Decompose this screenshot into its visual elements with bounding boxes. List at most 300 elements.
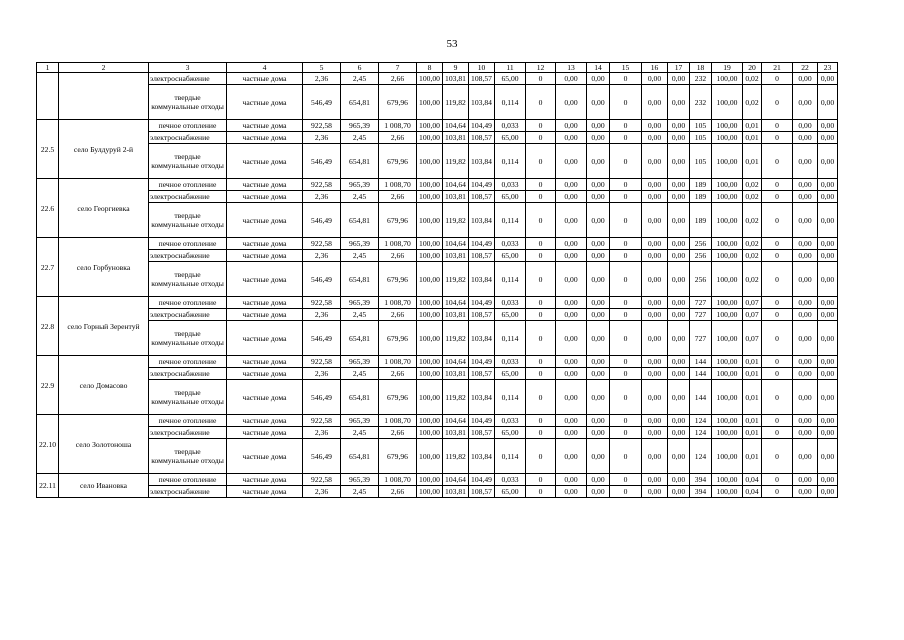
value-cell: 0,00 — [793, 427, 818, 439]
settlement-number: 22.10 — [37, 415, 59, 474]
value-cell: 654,81 — [341, 262, 379, 297]
value-cell: 0,00 — [587, 356, 610, 368]
value-cell: 654,81 — [341, 439, 379, 474]
value-cell: 100,00 — [417, 486, 443, 498]
consumer-category: частные дома — [227, 132, 303, 144]
value-cell: 100,00 — [712, 73, 743, 85]
value-cell: 965,39 — [341, 120, 379, 132]
value-cell: 0,00 — [642, 179, 668, 191]
value-cell: 0,00 — [793, 191, 818, 203]
value-cell: 100,00 — [417, 309, 443, 321]
table-row — [37, 297, 838, 309]
value-cell: 0,00 — [556, 380, 587, 415]
value-cell: 546,49 — [303, 203, 341, 238]
value-cell: 0,00 — [668, 439, 690, 474]
value-cell: 0 — [526, 427, 556, 439]
value-cell: 104,49 — [469, 120, 495, 132]
value-cell: 0,07 — [743, 321, 762, 356]
column-number: 19 — [712, 63, 743, 73]
value-cell: 100,00 — [417, 179, 443, 191]
value-cell: 0 — [526, 85, 556, 120]
value-cell: 0,00 — [642, 486, 668, 498]
value-cell: 0,033 — [495, 474, 526, 486]
value-cell: 0,00 — [668, 132, 690, 144]
value-cell: 108,57 — [469, 309, 495, 321]
value-cell: 100,00 — [417, 415, 443, 427]
service-type: печное отопление — [149, 356, 227, 368]
value-cell: 0,00 — [668, 238, 690, 250]
value-cell: 0 — [526, 368, 556, 380]
value-cell: 0,033 — [495, 297, 526, 309]
service-type: твердые коммунальные отходы — [149, 85, 227, 120]
value-cell: 0 — [762, 321, 793, 356]
value-cell: 1 008,70 — [379, 415, 417, 427]
value-cell: 2,36 — [303, 132, 341, 144]
column-number: 14 — [587, 63, 610, 73]
value-cell: 108,57 — [469, 368, 495, 380]
value-cell: 0,00 — [587, 321, 610, 356]
value-cell: 0,02 — [743, 85, 762, 120]
value-cell: 0,07 — [743, 309, 762, 321]
value-cell: 654,81 — [341, 203, 379, 238]
consumer-category: частные дома — [227, 262, 303, 297]
value-cell: 0 — [610, 238, 642, 250]
table-row — [37, 368, 838, 380]
value-cell: 0,033 — [495, 120, 526, 132]
value-cell: 0,00 — [818, 203, 838, 238]
value-cell: 727 — [690, 297, 712, 309]
value-cell: 0,01 — [743, 427, 762, 439]
value-cell: 0 — [526, 415, 556, 427]
value-cell: 100,00 — [712, 486, 743, 498]
consumer-category: частные дома — [227, 120, 303, 132]
value-cell: 0,00 — [818, 85, 838, 120]
settlement-name: село Булдуруй 2-й — [59, 120, 149, 179]
table-row — [37, 309, 838, 321]
value-cell: 0,00 — [668, 191, 690, 203]
value-cell: 100,00 — [417, 191, 443, 203]
value-cell: 0,00 — [793, 297, 818, 309]
value-cell: 0 — [526, 250, 556, 262]
service-type: печное отопление — [149, 238, 227, 250]
table-row — [37, 380, 838, 415]
value-cell: 103,84 — [469, 85, 495, 120]
value-cell: 0,01 — [743, 132, 762, 144]
column-number: 5 — [303, 63, 341, 73]
value-cell: 100,00 — [417, 474, 443, 486]
table-row — [37, 132, 838, 144]
value-cell: 922,58 — [303, 415, 341, 427]
table-row — [37, 120, 838, 132]
value-cell: 0,00 — [818, 321, 838, 356]
value-cell: 0,00 — [642, 309, 668, 321]
value-cell: 0,00 — [642, 73, 668, 85]
value-cell: 0,00 — [668, 427, 690, 439]
value-cell: 100,00 — [712, 203, 743, 238]
value-cell: 0,00 — [818, 132, 838, 144]
column-number: 6 — [341, 63, 379, 73]
consumer-category: частные дома — [227, 179, 303, 191]
value-cell: 100,00 — [712, 85, 743, 120]
value-cell: 0 — [610, 427, 642, 439]
value-cell: 103,81 — [443, 486, 469, 498]
consumer-category: частные дома — [227, 427, 303, 439]
column-number: 21 — [762, 63, 793, 73]
value-cell: 0 — [526, 132, 556, 144]
value-cell: 65,00 — [495, 73, 526, 85]
consumer-category: частные дома — [227, 309, 303, 321]
value-cell: 0,00 — [587, 85, 610, 120]
value-cell: 0,00 — [818, 238, 838, 250]
value-cell: 0,00 — [587, 262, 610, 297]
value-cell: 103,81 — [443, 427, 469, 439]
consumer-category: частные дома — [227, 191, 303, 203]
value-cell: 100,00 — [712, 132, 743, 144]
value-cell: 0,00 — [668, 368, 690, 380]
value-cell: 0,00 — [818, 356, 838, 368]
value-cell: 100,00 — [712, 179, 743, 191]
consumer-category: частные дома — [227, 250, 303, 262]
value-cell: 0 — [610, 132, 642, 144]
value-cell: 679,96 — [379, 439, 417, 474]
column-number-row — [37, 63, 838, 73]
value-cell: 65,00 — [495, 132, 526, 144]
value-cell: 104,64 — [443, 415, 469, 427]
value-cell: 104,64 — [443, 238, 469, 250]
table-row — [37, 486, 838, 498]
value-cell: 100,00 — [712, 297, 743, 309]
value-cell: 679,96 — [379, 321, 417, 356]
value-cell: 922,58 — [303, 179, 341, 191]
column-number: 4 — [227, 63, 303, 73]
value-cell: 0,00 — [793, 238, 818, 250]
value-cell: 654,81 — [341, 144, 379, 179]
value-cell: 0,00 — [642, 427, 668, 439]
value-cell: 727 — [690, 309, 712, 321]
value-cell: 0,00 — [587, 415, 610, 427]
value-cell: 0 — [610, 309, 642, 321]
value-cell: 0 — [526, 262, 556, 297]
value-cell: 0,114 — [495, 144, 526, 179]
value-cell: 0,00 — [642, 120, 668, 132]
value-cell: 108,57 — [469, 427, 495, 439]
value-cell: 103,84 — [469, 321, 495, 356]
value-cell: 124 — [690, 415, 712, 427]
value-cell: 100,00 — [417, 262, 443, 297]
table-body — [37, 63, 838, 498]
value-cell: 922,58 — [303, 356, 341, 368]
value-cell: 0,00 — [642, 262, 668, 297]
value-cell: 679,96 — [379, 85, 417, 120]
column-number: 20 — [743, 63, 762, 73]
value-cell: 0,00 — [793, 85, 818, 120]
value-cell: 965,39 — [341, 415, 379, 427]
value-cell: 100,00 — [417, 368, 443, 380]
settlement-number: 22.6 — [37, 179, 59, 238]
value-cell: 1 008,70 — [379, 356, 417, 368]
value-cell: 0,00 — [818, 427, 838, 439]
value-cell: 0 — [610, 297, 642, 309]
value-cell: 119,82 — [443, 262, 469, 297]
consumer-category: частные дома — [227, 474, 303, 486]
value-cell: 0,00 — [668, 415, 690, 427]
value-cell: 103,81 — [443, 309, 469, 321]
value-cell: 65,00 — [495, 427, 526, 439]
value-cell: 2,36 — [303, 73, 341, 85]
value-cell: 922,58 — [303, 474, 341, 486]
value-cell: 0 — [762, 250, 793, 262]
service-type: электроснабжение — [149, 191, 227, 203]
value-cell: 0,00 — [642, 380, 668, 415]
value-cell: 0 — [526, 179, 556, 191]
value-cell: 679,96 — [379, 144, 417, 179]
column-number: 8 — [417, 63, 443, 73]
value-cell: 0 — [762, 132, 793, 144]
service-type: электроснабжение — [149, 132, 227, 144]
value-cell: 1 008,70 — [379, 179, 417, 191]
value-cell: 0,07 — [743, 297, 762, 309]
value-cell: 0,02 — [743, 179, 762, 191]
value-cell: 0,033 — [495, 179, 526, 191]
value-cell: 0,01 — [743, 144, 762, 179]
value-cell: 0,00 — [587, 368, 610, 380]
value-cell: 232 — [690, 85, 712, 120]
value-cell: 0,00 — [587, 179, 610, 191]
value-cell: 0 — [762, 85, 793, 120]
value-cell: 108,57 — [469, 191, 495, 203]
value-cell: 104,49 — [469, 356, 495, 368]
value-cell: 2,45 — [341, 132, 379, 144]
value-cell: 0,00 — [556, 73, 587, 85]
value-cell: 0,00 — [818, 439, 838, 474]
value-cell: 0,02 — [743, 250, 762, 262]
value-cell: 0 — [526, 144, 556, 179]
column-number: 11 — [495, 63, 526, 73]
value-cell: 100,00 — [417, 73, 443, 85]
value-cell: 0,00 — [556, 297, 587, 309]
consumer-category: частные дома — [227, 486, 303, 498]
value-cell: 103,81 — [443, 132, 469, 144]
value-cell: 103,84 — [469, 380, 495, 415]
value-cell: 0,02 — [743, 203, 762, 238]
value-cell: 100,00 — [417, 120, 443, 132]
value-cell: 65,00 — [495, 191, 526, 203]
value-cell: 104,64 — [443, 356, 469, 368]
value-cell: 0,00 — [668, 120, 690, 132]
value-cell: 0 — [762, 474, 793, 486]
value-cell: 100,00 — [712, 191, 743, 203]
column-number: 2 — [59, 63, 149, 73]
value-cell: 100,00 — [417, 321, 443, 356]
value-cell: 0,00 — [556, 250, 587, 262]
value-cell: 0,00 — [668, 73, 690, 85]
value-cell: 0,114 — [495, 439, 526, 474]
value-cell: 0 — [526, 356, 556, 368]
value-cell: 2,45 — [341, 486, 379, 498]
value-cell: 0 — [610, 415, 642, 427]
value-cell: 0,033 — [495, 356, 526, 368]
value-cell: 108,57 — [469, 132, 495, 144]
value-cell: 0,00 — [556, 238, 587, 250]
value-cell: 0,00 — [556, 179, 587, 191]
value-cell: 546,49 — [303, 144, 341, 179]
value-cell: 100,00 — [712, 120, 743, 132]
consumer-category: частные дома — [227, 321, 303, 356]
value-cell: 2,66 — [379, 309, 417, 321]
value-cell: 0,01 — [743, 415, 762, 427]
value-cell: 0,00 — [818, 262, 838, 297]
value-cell: 0,00 — [793, 179, 818, 191]
value-cell: 2,66 — [379, 368, 417, 380]
column-number: 10 — [469, 63, 495, 73]
value-cell: 0,00 — [587, 238, 610, 250]
value-cell: 0,00 — [818, 415, 838, 427]
value-cell: 103,84 — [469, 439, 495, 474]
value-cell: 0,00 — [793, 321, 818, 356]
value-cell: 0 — [610, 486, 642, 498]
table-row — [37, 439, 838, 474]
value-cell: 0,00 — [642, 250, 668, 262]
value-cell: 0,00 — [642, 85, 668, 120]
value-cell: 0,02 — [743, 73, 762, 85]
value-cell: 0 — [610, 368, 642, 380]
value-cell: 0,00 — [668, 144, 690, 179]
value-cell: 0,00 — [642, 321, 668, 356]
value-cell: 100,00 — [712, 368, 743, 380]
table-row — [37, 203, 838, 238]
value-cell: 0,00 — [587, 309, 610, 321]
value-cell: 727 — [690, 321, 712, 356]
value-cell: 0,00 — [793, 309, 818, 321]
column-number: 1 — [37, 63, 59, 73]
value-cell: 0,00 — [556, 356, 587, 368]
value-cell: 2,45 — [341, 309, 379, 321]
value-cell: 0,114 — [495, 85, 526, 120]
value-cell: 0,033 — [495, 415, 526, 427]
value-cell: 0 — [526, 439, 556, 474]
value-cell: 546,49 — [303, 262, 341, 297]
value-cell: 0,00 — [668, 203, 690, 238]
column-number: 13 — [556, 63, 587, 73]
value-cell: 103,84 — [469, 203, 495, 238]
value-cell: 0,00 — [556, 415, 587, 427]
value-cell: 0 — [610, 250, 642, 262]
value-cell: 0,00 — [793, 120, 818, 132]
value-cell: 0 — [610, 321, 642, 356]
value-cell: 189 — [690, 203, 712, 238]
value-cell: 100,00 — [417, 380, 443, 415]
value-cell: 0 — [762, 191, 793, 203]
value-cell: 105 — [690, 132, 712, 144]
value-cell: 256 — [690, 238, 712, 250]
column-number: 23 — [818, 63, 838, 73]
value-cell: 0,00 — [642, 191, 668, 203]
service-type: печное отопление — [149, 415, 227, 427]
value-cell: 0,00 — [587, 120, 610, 132]
value-cell: 65,00 — [495, 309, 526, 321]
column-number: 16 — [642, 63, 668, 73]
value-cell: 0 — [610, 380, 642, 415]
value-cell: 0,033 — [495, 238, 526, 250]
value-cell: 0 — [526, 309, 556, 321]
value-cell: 0,00 — [556, 144, 587, 179]
value-cell: 0 — [526, 203, 556, 238]
value-cell: 100,00 — [712, 250, 743, 262]
table-row — [37, 85, 838, 120]
value-cell: 0,00 — [642, 238, 668, 250]
service-type: электроснабжение — [149, 486, 227, 498]
value-cell: 0,00 — [587, 486, 610, 498]
value-cell: 0 — [610, 191, 642, 203]
value-cell: 0 — [762, 144, 793, 179]
value-cell: 965,39 — [341, 179, 379, 191]
value-cell: 0,114 — [495, 203, 526, 238]
value-cell: 104,49 — [469, 474, 495, 486]
value-cell: 546,49 — [303, 380, 341, 415]
column-number: 7 — [379, 63, 417, 73]
value-cell: 0,00 — [668, 262, 690, 297]
value-cell: 0,00 — [793, 415, 818, 427]
value-cell: 0,114 — [495, 321, 526, 356]
value-cell: 144 — [690, 380, 712, 415]
table-row — [37, 356, 838, 368]
settlement-name: село Ивановка — [59, 474, 149, 498]
value-cell: 922,58 — [303, 120, 341, 132]
value-cell: 0 — [762, 179, 793, 191]
value-cell: 104,64 — [443, 179, 469, 191]
column-number: 17 — [668, 63, 690, 73]
value-cell: 189 — [690, 179, 712, 191]
value-cell: 0,01 — [743, 368, 762, 380]
value-cell: 0 — [610, 179, 642, 191]
service-type: твердые коммунальные отходы — [149, 321, 227, 356]
settlement-number: 22.9 — [37, 356, 59, 415]
value-cell: 0,00 — [793, 474, 818, 486]
value-cell: 0,04 — [743, 474, 762, 486]
value-cell: 0,00 — [793, 380, 818, 415]
value-cell: 2,66 — [379, 250, 417, 262]
value-cell: 100,00 — [417, 427, 443, 439]
value-cell: 65,00 — [495, 368, 526, 380]
value-cell: 100,00 — [417, 439, 443, 474]
table-row — [37, 321, 838, 356]
value-cell: 0,00 — [556, 439, 587, 474]
value-cell: 0,00 — [556, 474, 587, 486]
value-cell: 0,00 — [818, 380, 838, 415]
consumer-category: частные дома — [227, 238, 303, 250]
value-cell: 0,00 — [818, 144, 838, 179]
value-cell: 0,00 — [668, 179, 690, 191]
value-cell: 0,04 — [743, 486, 762, 498]
value-cell: 0,00 — [793, 203, 818, 238]
value-cell: 0,00 — [556, 203, 587, 238]
consumer-category: частные дома — [227, 439, 303, 474]
value-cell: 65,00 — [495, 250, 526, 262]
consumer-category: частные дома — [227, 73, 303, 85]
value-cell: 0,00 — [587, 73, 610, 85]
column-number: 9 — [443, 63, 469, 73]
value-cell: 103,81 — [443, 191, 469, 203]
service-type: печное отопление — [149, 474, 227, 486]
value-cell: 108,57 — [469, 250, 495, 262]
value-cell: 0,00 — [818, 191, 838, 203]
value-cell: 0,00 — [556, 309, 587, 321]
value-cell: 0,00 — [818, 120, 838, 132]
value-cell: 144 — [690, 356, 712, 368]
value-cell: 1 008,70 — [379, 120, 417, 132]
value-cell: 1 008,70 — [379, 474, 417, 486]
value-cell: 0 — [610, 439, 642, 474]
